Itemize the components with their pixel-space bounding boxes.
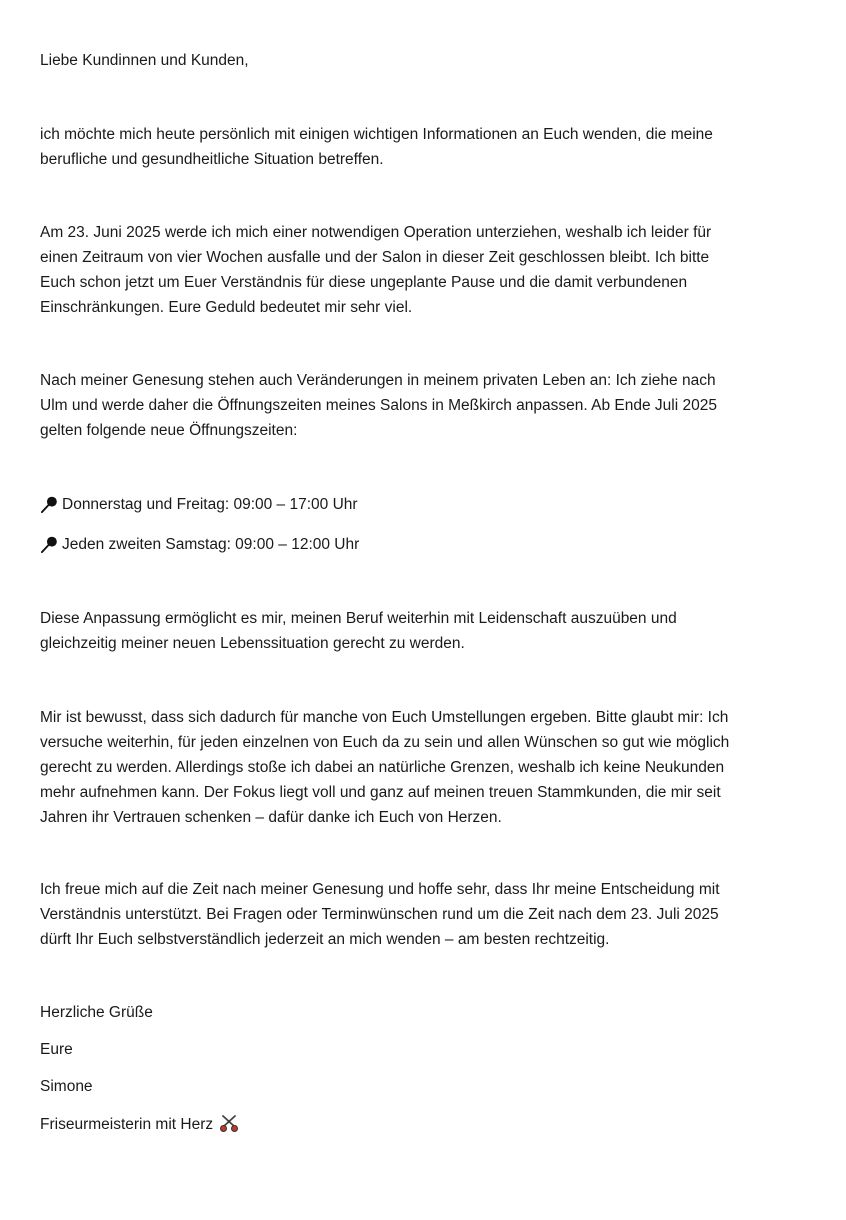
text-line: Mir ist bewusst, dass sich dadurch für manche von Euch Umstellungen ergeben. Bitte glaubt mir: Ich bbox=[40, 709, 729, 726]
signature-name: Simone bbox=[40, 1078, 93, 1095]
closing-eure: Eure bbox=[40, 1041, 73, 1058]
hours-item-weekday bbox=[40, 492, 810, 517]
text-line: mehr aufnehmen kann. Der Fokus liegt voll und ganz auf meinen treuen Stammkunden, die mir seit bbox=[40, 784, 721, 801]
paragraph-adjustment bbox=[40, 606, 810, 656]
text-line: Ulm und werde daher die Öffnungszeiten meines Salons in Meßkirch anpassen. Ab Ende Juli 2025 bbox=[40, 397, 717, 414]
text-line: gelten folgende neue Öffnungszeiten: bbox=[40, 422, 298, 439]
hours-item-saturday bbox=[40, 532, 810, 557]
signature-title: Friseurmeisterin mit Herz bbox=[40, 1116, 214, 1133]
paragraph-intro bbox=[40, 122, 810, 172]
scissors-icon bbox=[219, 1113, 239, 1133]
text-line: Am 23. Juni 2025 werde ich mich einer notwendigen Operation unterziehen, weshalb ich leider für bbox=[40, 224, 712, 241]
paragraph-awareness bbox=[40, 705, 810, 830]
hours-text: Donnerstag und Freitag: 09:00 – 17:00 Uhr bbox=[62, 496, 358, 513]
text-line: gleichzeitig meiner neuen Lebenssituation gerecht zu werden. bbox=[40, 635, 465, 652]
pushpin-icon bbox=[40, 535, 59, 554]
pushpin-icon bbox=[40, 495, 59, 514]
hours-text: Jeden zweiten Samstag: 09:00 – 12:00 Uhr bbox=[62, 536, 360, 553]
text-line: Verständnis unterstützt. Bei Fragen oder Terminwünschen rund um die Zeit nach dem 23. Juli 2025 bbox=[40, 906, 719, 923]
text-line: Einschränkungen. Eure Geduld bedeutet mir sehr viel. bbox=[40, 299, 413, 316]
text-line: Jahren ihr Vertrauen schenken – dafür danke ich Euch von Herzen. bbox=[40, 809, 502, 826]
closing: Herzliche Grüße bbox=[40, 1004, 153, 1021]
signature-title-line bbox=[40, 1112, 810, 1137]
paragraph-operation bbox=[40, 220, 810, 320]
text-line: Nach meiner Genesung stehen auch Veränderungen in meinem privaten Leben an: Ich ziehe nach bbox=[40, 372, 716, 389]
text-line: Euch schon jetzt um Euer Verständnis für diese ungeplante Pause und die damit verbundenen bbox=[40, 274, 688, 291]
text-line: dürft Ihr Euch selbstverständlich jederzeit an mich wenden – am besten rechtzeitig. bbox=[40, 931, 610, 948]
text-line: versuche weiterhin, für jeden einzelnen von Euch da zu sein und allen Wünschen so gut wie möglich bbox=[40, 734, 730, 751]
paragraph-outlook bbox=[40, 877, 810, 952]
text-line: ich möchte mich heute persönlich mit einigen wichtigen Informationen an Euch wenden, die meine bbox=[40, 126, 713, 143]
text-line: Diese Anpassung ermöglicht es mir, meinen Beruf weiterhin mit Leidenschaft auszuüben und bbox=[40, 610, 677, 627]
text-line: berufliche und gesundheitliche Situation betreffen. bbox=[40, 151, 384, 168]
text-line: gerecht zu werden. Allerdings stoße ich dabei an natürliche Grenzen, weshalb ich keine Neukunden bbox=[40, 759, 725, 776]
paragraph-changes bbox=[40, 368, 810, 443]
text-line: einen Zeitraum von vier Wochen ausfalle und der Salon in dieser Zeit geschlossen bleibt. Ich bitte bbox=[40, 249, 710, 266]
text-line: Ich freue mich auf die Zeit nach meiner Genesung und hoffe sehr, dass Ihr meine Entscheidung mit bbox=[40, 881, 720, 898]
greeting: Liebe Kundinnen und Kunden, bbox=[40, 52, 249, 69]
